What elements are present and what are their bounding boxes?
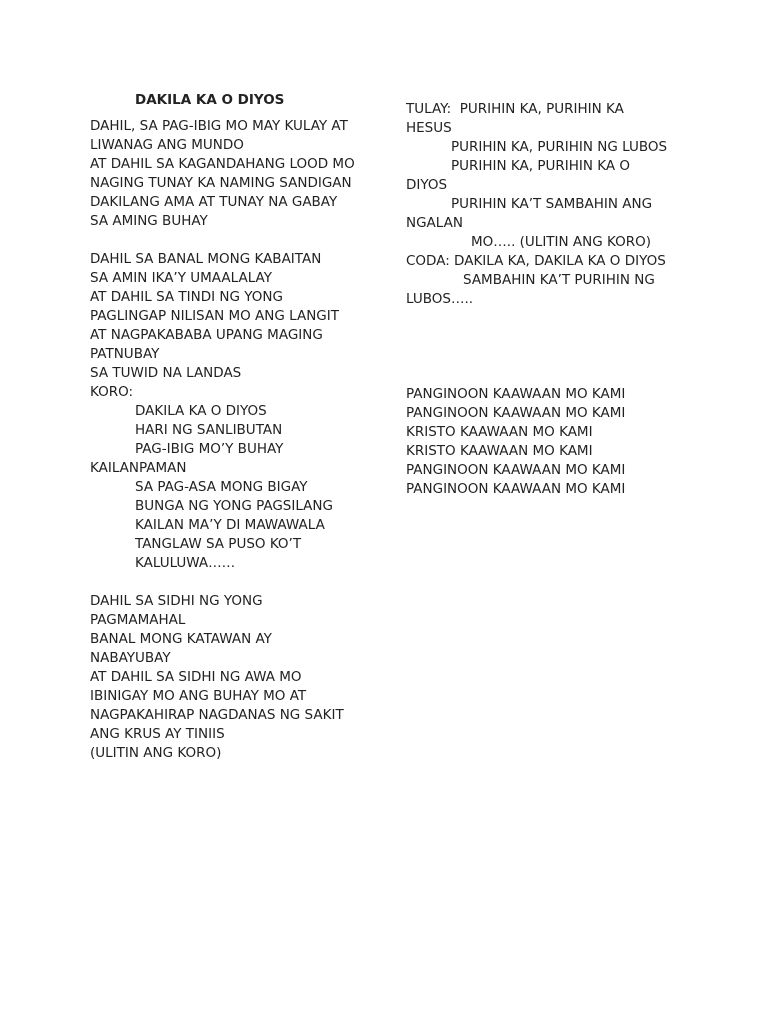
lyric-line: TULAY: PURIHIN KA, PURIHIN KA	[406, 101, 624, 117]
lyric-line: KAILANPAMAN	[90, 460, 187, 476]
lyric-line: KRISTO KAAWAAN MO KAMI	[406, 424, 593, 440]
lyric-line: AT DAHIL SA TINDI NG YONG	[90, 289, 283, 305]
lyric-line: NAGING TUNAY KA NAMING SANDIGAN	[90, 175, 352, 191]
lyric-line: PURIHIN KA, PURIHIN NG LUBOS	[451, 139, 668, 155]
lyric-line: BANAL MONG KATAWAN AY	[90, 631, 272, 647]
lyric-line: KORO:	[90, 384, 134, 400]
song-title: DAKILA KA O DIYOS	[135, 92, 285, 108]
lyric-line: DAHIL SA BANAL MONG KABAITAN	[90, 251, 322, 267]
lyric-line: NABAYUBAY	[90, 650, 171, 666]
lyric-line: KAILAN MA’Y DI MAWAWALA	[135, 517, 325, 533]
lyric-line: HESUS	[406, 120, 452, 136]
lyric-line: NGALAN	[406, 215, 463, 231]
lyric-line: AT DAHIL SA KAGANDAHANG LOOD MO	[90, 156, 355, 172]
lyric-line: CODA: DAKILA KA, DAKILA KA O DIYOS	[406, 253, 666, 269]
lyric-line: DIYOS	[406, 177, 448, 193]
lyric-line: SA PAG-ASA MONG BIGAY	[135, 479, 308, 495]
lyric-line: PAGLINGAP NILISAN MO ANG LANGIT	[90, 308, 339, 324]
lyric-line: LUBOS…..	[406, 291, 474, 307]
lyric-line: PURIHIN KA’T SAMBAHIN ANG	[451, 196, 653, 212]
lyric-line: NAGPAKAHIRAP NAGDANAS NG SAKIT	[90, 707, 344, 723]
lyric-line: DAHIL, SA PAG-IBIG MO MAY KULAY AT	[90, 118, 348, 134]
lyric-line: PAG-IBIG MO’Y BUHAY	[135, 441, 284, 457]
lyric-line: PAGMAMAHAL	[90, 612, 186, 628]
lyric-line: DAKILANG AMA AT TUNAY NA GABAY	[90, 194, 338, 210]
lyric-line: PANGINOON KAAWAAN MO KAMI	[406, 386, 626, 402]
lyric-line: SAMBAHIN KA’T PURIHIN NG	[463, 272, 655, 288]
lyric-line: DAKILA KA O DIYOS	[135, 403, 267, 419]
lyric-line: PATNUBAY	[90, 346, 160, 362]
lyric-line: KALULUWA……	[135, 555, 236, 571]
lyric-line: AT NAGPAKABABA UPANG MAGING	[90, 327, 323, 343]
lyric-line: SA TUWID NA LANDAS	[90, 365, 242, 381]
lyric-line: DAHIL SA SIDHI NG YONG	[90, 593, 263, 609]
lyric-line: LIWANAG ANG MUNDO	[90, 137, 244, 153]
lyric-line: BUNGA NG YONG PAGSILANG	[135, 498, 333, 514]
lyric-line: TANGLAW SA PUSO KO’T	[135, 536, 302, 552]
lyric-line: PANGINOON KAAWAAN MO KAMI	[406, 405, 626, 421]
lyric-line: ANG KRUS AY TINIIS	[90, 726, 225, 742]
lyric-line: IBINIGAY MO ANG BUHAY MO AT	[90, 688, 307, 704]
lyric-line: MO….. (ULITIN ANG KORO)	[471, 234, 652, 250]
lyric-line: AT DAHIL SA SIDHI NG AWA MO	[90, 669, 302, 685]
lyric-line: PANGINOON KAAWAAN MO KAMI	[406, 481, 626, 497]
lyric-line: KRISTO KAAWAAN MO KAMI	[406, 443, 593, 459]
lyric-line: SA AMIN IKA’Y UMAALALAY	[90, 270, 272, 286]
lyric-line: PURIHIN KA, PURIHIN KA O	[451, 158, 631, 174]
lyric-line: (ULITIN ANG KORO)	[90, 745, 222, 761]
lyric-line: SA AMING BUHAY	[90, 213, 208, 229]
lyric-line: HARI NG SANLIBUTAN	[135, 422, 283, 438]
lyric-line: PANGINOON KAAWAAN MO KAMI	[406, 462, 626, 478]
